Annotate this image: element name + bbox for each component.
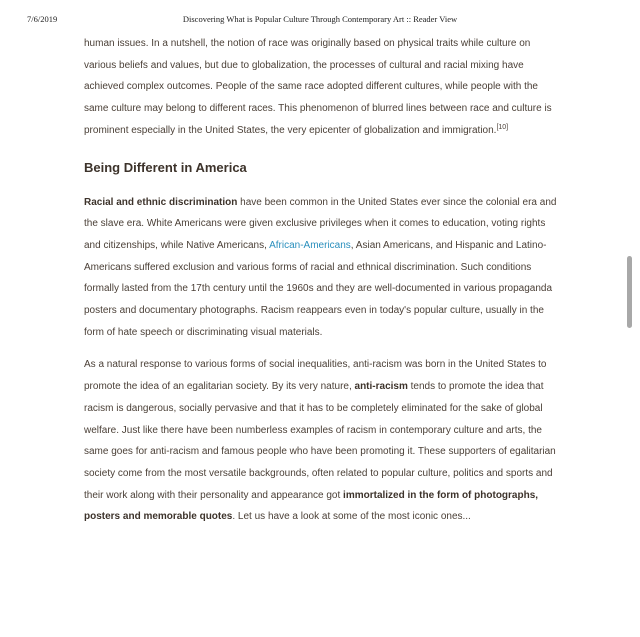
scrollbar-thumb[interactable] <box>627 256 632 328</box>
bold-phrase: immortalized in the form of photographs, posters and memorable quotes <box>84 489 539 523</box>
section-heading: Being Different in America <box>84 159 247 175</box>
paragraph-text: human issues. In a nutshell, the notion of race was originally based on physical traits while culture on various beliefs and values, but due to globalization, the processes of cultural and racial mixing have achieved complex outcomes. People of the same race adopted different cultures, while people with the same culture may belong to different races. This phenomenon of blurred lines between race and culture is prominent especially in the United States, the very epicenter of globalization and immigration. <box>84 38 552 136</box>
bold-phrase: Racial and ethnic discrimination <box>84 196 238 208</box>
paragraph-race-culture <box>84 33 564 142</box>
paragraph-text: tends to promote the idea that racism is dangerous, socially pervasive and that it has to be completely eliminated for the sake of global welfare. Just like there have been numberless examples of racism in contemporary culture and arts, the same goes for anti-racism and famous people who have been promoting it. These supporters of egalitarian society come from the most versatile backgrounds, often related to popular culture, politics and sports and their work along with their personality and appearance got <box>84 381 556 501</box>
african-americans-link[interactable]: African-Americans <box>269 239 351 251</box>
paragraph-anti-racism <box>84 354 564 528</box>
paragraph-text: As a natural response to various forms of social inequalities, anti-racism was born in the United States to promote the idea of an egalitarian society. By its very nature, <box>84 359 547 393</box>
print-header <box>0 14 640 28</box>
article-body <box>84 33 564 528</box>
paragraph-discrimination <box>84 192 564 344</box>
paragraph-text: . Let us have a look at some of the most iconic ones... <box>232 511 471 523</box>
paragraph-text: have been common in the United States ever since the colonial era and the slave era. White Americans were given exclusive privileges when it comes to education, voting rights and citizenships, while Native Americans, <box>84 196 557 251</box>
print-title: Discovering What is Popular Culture Through Contemporary Art :: Reader View <box>182 14 458 24</box>
paragraph-text: , Asian Americans, and Hispanic and Latino-Americans suffered exclusion and various forms of racial and ethnical discrimination. Such conditions formally lasted from the 17th century until the 1960s and they are well-documented in various propaganda posters and documentary photographs. Racism reappears even in today's popular culture, usually in the form of hate speech or discriminating visual materials. <box>84 239 553 338</box>
print-date: 7/6/2019 <box>27 14 58 24</box>
bold-phrase: anti-racism <box>354 381 408 393</box>
footnote-link[interactable]: [10] <box>496 123 509 131</box>
